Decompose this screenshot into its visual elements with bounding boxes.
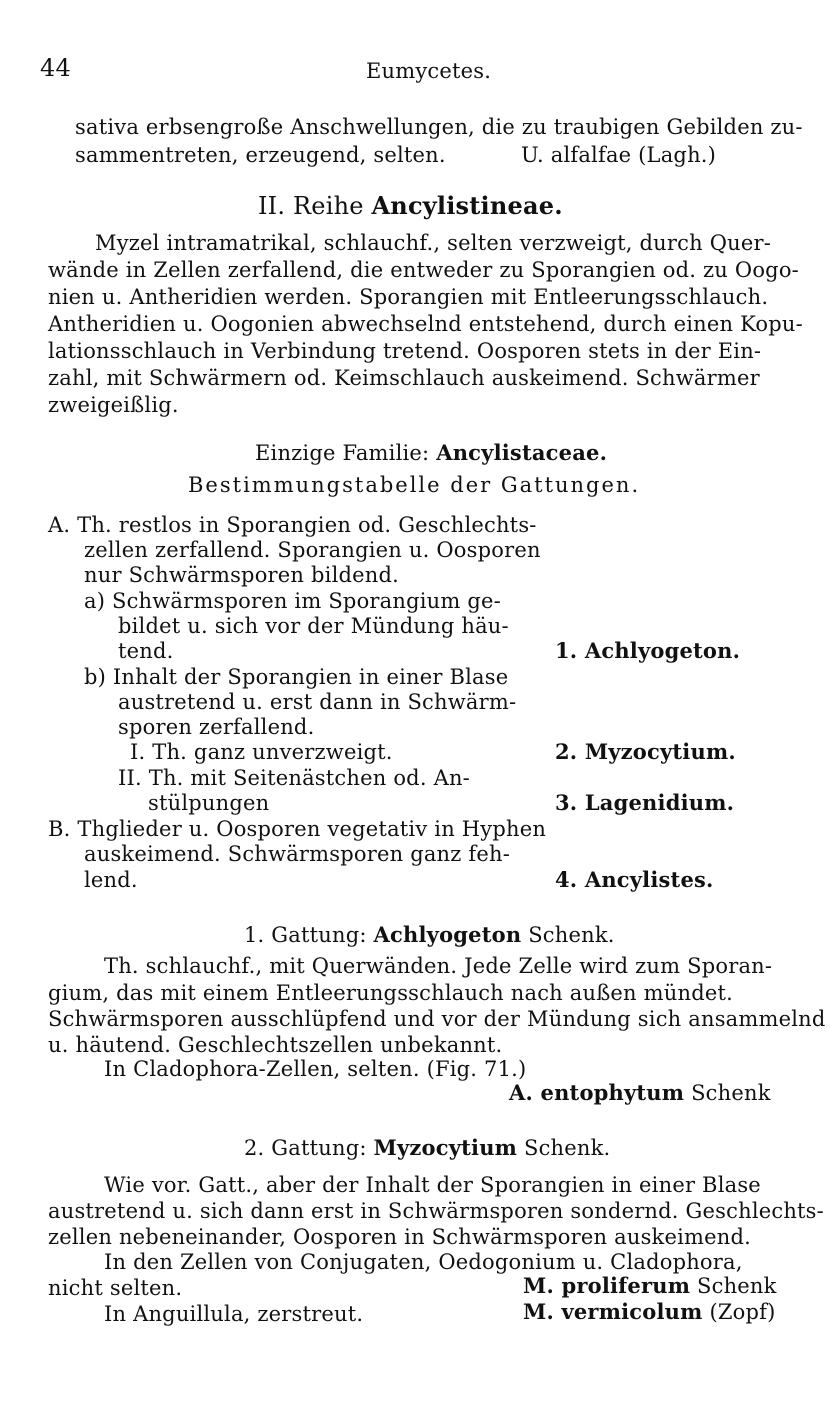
key-line: B. Thglieder u. Oosporen vegetativ in Hyphen xyxy=(48,817,547,841)
genus-line: Wie vor. Gatt., aber der Inhalt der Sporangien in einer Blase xyxy=(104,1173,761,1197)
series-heading xyxy=(258,193,563,219)
key-line: auskeimend. Schwärmsporen ganz feh- xyxy=(84,842,511,866)
key-title: Bestimmungstabelle der Gattungen. xyxy=(188,473,641,497)
species-name: A. entophytum xyxy=(509,1080,685,1105)
genus-line: In den Zellen von Conjugaten, Oedogonium u. Cladophora, xyxy=(104,1250,743,1274)
species-entry xyxy=(523,1299,776,1325)
series-line: zahl, mit Schwärmern od. Keimschlauch auskeimend. Schwärmer xyxy=(48,366,760,390)
page-number: 44 xyxy=(40,54,71,82)
habitat-text: In Anguillula, zerstreut. xyxy=(104,1302,364,1326)
genus-name: Myzocytium xyxy=(373,1135,518,1160)
series-line: wände in Zellen zerfallend, die entweder zu Sporangien od. zu Oogo- xyxy=(48,258,799,282)
species-author: Schenk xyxy=(697,1274,777,1298)
genus-prefix: 2. Gattung: xyxy=(244,1136,367,1160)
key-line: zellen zerfallend. Sporangien u. Oosporen xyxy=(84,538,541,562)
genus-line: u. häutend. Geschlechtszellen unbekannt. xyxy=(48,1033,503,1057)
series-line: nien u. Antheridien werden. Sporangien mit Entleerungsschlauch. xyxy=(48,285,769,309)
genus-line: In Cladophora-Zellen, selten. (Fig. 71.) xyxy=(104,1057,527,1081)
species-entry xyxy=(509,1080,771,1106)
key-line: sporen zerfallend. xyxy=(118,715,315,739)
genus-heading xyxy=(244,922,615,948)
intro-line: sativa erbsengroße Anschwellungen, die zu traubigen Gebilden zu- xyxy=(75,115,803,139)
intro-line: sammentreten, erzeugend, selten. xyxy=(75,143,446,167)
key-line: stülpungen xyxy=(148,791,270,815)
key-line: bildet u. sich vor der Mündung häu- xyxy=(118,614,509,638)
key-result: 1. Achlyogeton. xyxy=(555,638,741,663)
species-name: U. alfalfae (Lagh.) xyxy=(521,143,717,167)
key-line: b) Inhalt der Sporangien in einer Blase xyxy=(84,665,509,689)
genus-line: Th. schlauchf., mit Querwänden. Jede Zelle wird zum Sporan- xyxy=(104,954,773,978)
habitat-text: nicht selten. xyxy=(48,1276,183,1300)
series-line: lationsschlauch in Verbindung tretend. Oosporen stets in der Ein- xyxy=(48,339,762,363)
series-line: zweigeißlig. xyxy=(48,393,179,417)
family-heading xyxy=(255,440,607,466)
key-result: 4. Ancylistes. xyxy=(555,867,714,892)
species-entry xyxy=(523,1273,777,1299)
species-author: Schenk xyxy=(691,1081,771,1105)
genus-line: zellen nebeneinander, Oosporen in Schwärmsporen auskeimend. xyxy=(48,1225,751,1249)
genus-name: Achlyogeton xyxy=(373,922,522,947)
running-title: Eumycetes. xyxy=(366,59,492,83)
species-name: M. proliferum xyxy=(523,1273,691,1298)
key-line: tend. xyxy=(118,639,174,663)
key-result: 3. Lagenidium. xyxy=(555,790,735,815)
key-line: I. Th. ganz unverzweigt. xyxy=(130,740,393,764)
key-result: 2. Myzocytium. xyxy=(555,739,736,764)
genus-heading xyxy=(244,1135,610,1161)
genus-prefix: 1. Gattung: xyxy=(244,923,367,947)
genus-line: Schwärmsporen ausschlüpfend und vor der Mündung sich ansammelnd xyxy=(48,1007,826,1031)
series-line: Myzel intramatrikal, schlauchf., selten verzweigt, durch Quer- xyxy=(95,231,771,255)
species-author: (Zopf) xyxy=(709,1300,776,1324)
key-line: lend. xyxy=(84,868,138,892)
genus-author: Schenk. xyxy=(528,923,615,947)
key-line: a) Schwärmsporen im Sporangium ge- xyxy=(84,589,501,613)
key-line: II. Th. mit Seitenästchen od. An- xyxy=(118,766,470,790)
genus-author: Schenk. xyxy=(523,1136,611,1160)
key-line: A. Th. restlos in Sporangien od. Geschlechts- xyxy=(48,513,537,537)
series-prefix: II. Reihe xyxy=(258,192,364,220)
series-line: Antheridien u. Oogonien abwechselnd entstehend, durch einen Kopu- xyxy=(48,312,803,336)
key-line: austretend u. erst dann in Schwärm- xyxy=(118,690,517,714)
family-prefix: Einzige Familie: xyxy=(255,441,430,465)
species-name: M. vermicolum xyxy=(523,1299,703,1324)
key-line: nur Schwärmsporen bildend. xyxy=(84,563,400,587)
family-name: Ancylistaceae. xyxy=(436,440,608,465)
series-name: Ancylistineae. xyxy=(371,191,563,220)
genus-line: gium, das mit einem Entleerungsschlauch nach außen mündet. xyxy=(48,981,734,1005)
genus-line: austretend u. sich dann erst in Schwärmsporen sondernd. Geschlechts- xyxy=(48,1199,824,1223)
